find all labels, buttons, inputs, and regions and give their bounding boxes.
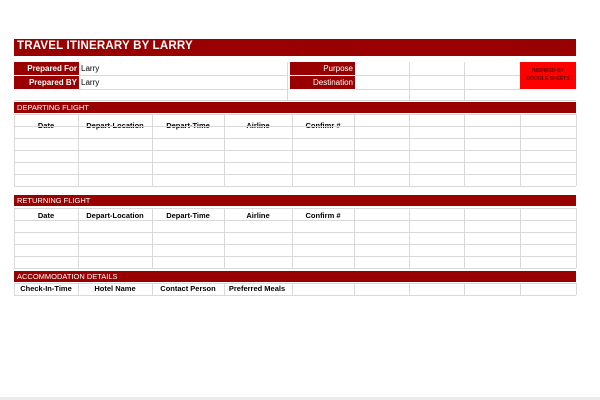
inspired-badge — [520, 62, 576, 89]
badge-line-2: GOOGLE SHEETS — [526, 76, 570, 82]
returning-flight-title: RETURNING FLIGHT — [17, 196, 91, 205]
destination-label: Destination — [290, 76, 355, 89]
grid-row-line — [14, 220, 576, 221]
grid-row-line — [14, 138, 576, 139]
grid-column-line — [354, 283, 355, 295]
grid-column-line — [409, 208, 410, 268]
grid-row-line — [14, 162, 576, 163]
badge-line-1: INSPIRED BY — [532, 68, 564, 74]
prepared-by-value[interactable]: Larry — [81, 78, 100, 87]
grid-column-line — [224, 283, 225, 295]
grid-row-line — [14, 244, 576, 245]
grid-row-line — [14, 208, 576, 209]
departing-flight-title: DEPARTING FLIGHT — [17, 103, 89, 112]
returning-col-confirm: Confirm # — [305, 211, 341, 220]
returning-col-date: Date — [37, 211, 55, 220]
title-bar — [14, 39, 576, 56]
prepared-for-label: Prepared For — [14, 62, 79, 75]
grid-column-line — [576, 114, 577, 186]
grid-column-line — [520, 283, 521, 295]
returning-col-depart-location: Depart-Location — [86, 211, 144, 220]
grid-row-line — [14, 295, 576, 296]
grid-column-line — [78, 208, 79, 268]
grid-row-line — [14, 186, 576, 187]
returning-col-airline: Airline — [246, 211, 270, 220]
accommodation-header — [14, 271, 576, 282]
purpose-label: Purpose — [290, 62, 355, 75]
returning-flight-header — [14, 195, 576, 206]
grid-column-line — [224, 208, 225, 268]
grid-row-line — [14, 114, 576, 115]
accommodation-col-contact-person: Contact Person — [160, 284, 216, 293]
accommodation-title: ACCOMMODATION DETAILS — [17, 272, 118, 281]
departing-flight-header — [14, 102, 576, 113]
grid-row-line — [14, 256, 576, 257]
grid-row-line — [14, 126, 576, 127]
accommodation-col-hotel-name: Hotel Name — [94, 284, 136, 293]
grid-column-line — [152, 208, 153, 268]
grid-row-line — [14, 232, 576, 233]
page-title: TRAVEL ITINERARY BY LARRY — [17, 40, 193, 52]
grid-row-line — [14, 268, 576, 269]
grid-column-line — [292, 283, 293, 295]
grid-row-line — [14, 150, 576, 151]
grid-row-line — [14, 283, 576, 284]
accommodation-col-check-in-time: Check-In-Time — [20, 284, 72, 293]
prepared-for-value[interactable]: Larry — [81, 64, 100, 73]
returning-col-depart-time: Depart-Time — [166, 211, 210, 220]
grid-column-line — [14, 283, 15, 295]
grid-column-line — [576, 208, 577, 268]
grid-column-line — [464, 208, 465, 268]
grid-column-line — [14, 208, 15, 268]
grid-column-line — [576, 283, 577, 295]
grid-column-line — [520, 208, 521, 268]
grid-column-line — [409, 283, 410, 295]
grid-column-line — [78, 283, 79, 295]
grid-row-line — [14, 174, 576, 175]
accommodation-col-preferred-meals: Preferred Meals — [228, 284, 286, 293]
grid-column-line — [152, 283, 153, 295]
prepared-by-label: Prepared BY — [14, 76, 79, 89]
grid-column-line — [292, 208, 293, 268]
grid-column-line — [464, 283, 465, 295]
grid-column-line — [354, 208, 355, 268]
